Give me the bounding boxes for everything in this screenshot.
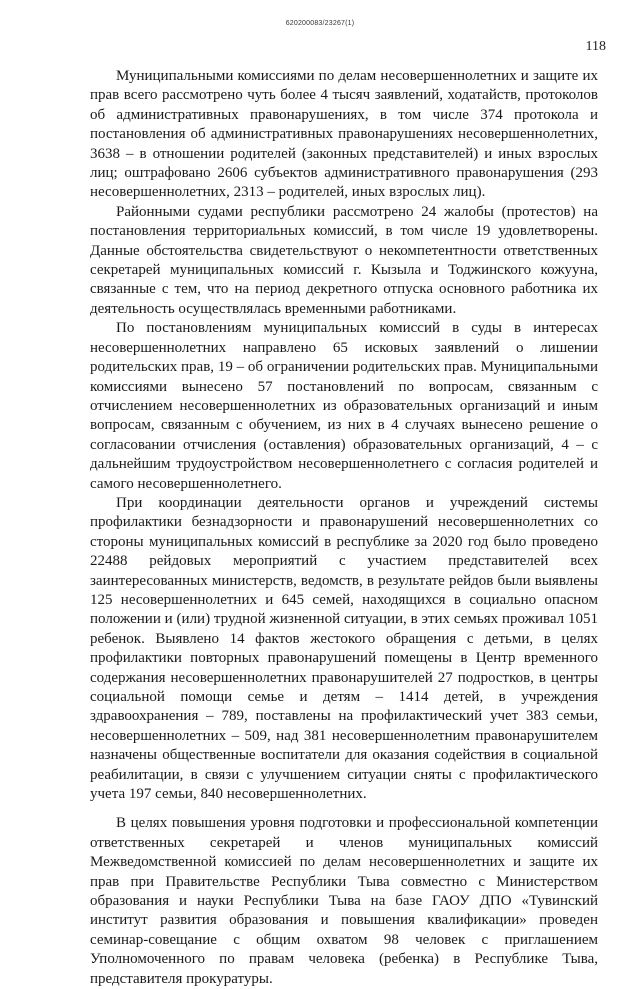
paragraph-court-claims: По постановлениям муниципальных комиссий в суды в интересах несовершеннолетних направлено 65 исковых заявлений о лишении родительских прав, 19 – об ограничении родительских прав. Муниципальными комиссиями вынесено 57 постановлений по вопросам, связанным с отчислением несовершеннолетних из образовательных организаций и иным вопросам, связанным с обучением, из них в 4 случаях вынесено решение о согласовании отчисления (оставления) образовательных организаций, 4 – с дальнейшим трудоустройством несовершеннолетнего с согласия родителей и самого несовершеннолетнего. (90, 320, 598, 492)
paragraph-prevention-raids: При координации деятельности органов и учреждений системы профилактики безнадзорности и правонарушений несовершеннолетних со стороны муниципальных комиссий в республике за 2020 год было проведено 22488 рейдовых мероприятий с участием представителей всех заинтересованных министерств, ведомств, в результате рейдов были выявлены 125 несовершеннолетних и 645 семей, находящихся в социально опасном положении и (или) трудной жизненной ситуации, в этих семьях проживал 1051 ребенок. Выявлено 14 фактов жестокого обращения с детьми, в целях профилактики повторных правонарушений помещены в Центр временного содержания несовершеннолетних правонарушителей 27 подростков, в центры социальной помощи семье и детям – 1414 детей, в учреждения здравоохранения – 789, поставлены на профилактический учет 383 семьи, несовершеннолетних – 509, над 381 несовершеннолетним правонарушителем назначены общественные воспитатели для оказания содействия в социальной реабилитации, в связи с улучшением ситуации сняты с профилактического учета 197 семьи, 840 несовершеннолетних. (90, 494, 598, 803)
page-number: 118 (585, 39, 606, 54)
document-id: 620200083/23267(1) (285, 20, 355, 27)
paragraph-commissions-review: Муниципальными комиссиями по делам несовершеннолетних и защите их прав всего рассмотрено чуть более 4 тысяч заявлений, ходатайств, протоколов об административных правонарушениях, в том числе 374 протокола и постановления об административных правонарушениях несовершеннолетних, 3638 – в отношении родителей (законных представителей) и иных взрослых лиц; оштрафовано 2606 субъектов административного правонарушения (293 несовершеннолетних, 2313 – родителей, иных взрослых лиц). (90, 68, 598, 201)
document-body (90, 67, 598, 989)
paragraph-training-seminar: В целях повышения уровня подготовки и профессиональной компетенции ответственных секретарей и членов муниципальных комиссий Межведомственной комиссией по делам несовершеннолетних и защите их прав при Правительстве Республики Тыва совместно с Министерством образования и науки Республики Тыва на базе ГАОУ ДПО «Тувинский институт развития образования и повышения квалификации» проведен семинар-совещание с общим охватом 98 человек с приглашением Уполномоченного по правам человека (ребенка) в Республике Тыва, представителя прокуратуры. (90, 815, 598, 987)
paragraph-court-complaints: Районными судами республики рассмотрено 24 жалобы (протестов) на постановления территориальных комиссий, в том числе 19 удовлетворены. Данные обстоятельства свидетельствуют о некомпетентности ответственных секретарей муниципальных комиссий г. Кызыла и Тоджинского кожууна, связанные с тем, что на период декретного отпуска основного работника их деятельность осуществлялась временными работниками. (90, 203, 598, 317)
